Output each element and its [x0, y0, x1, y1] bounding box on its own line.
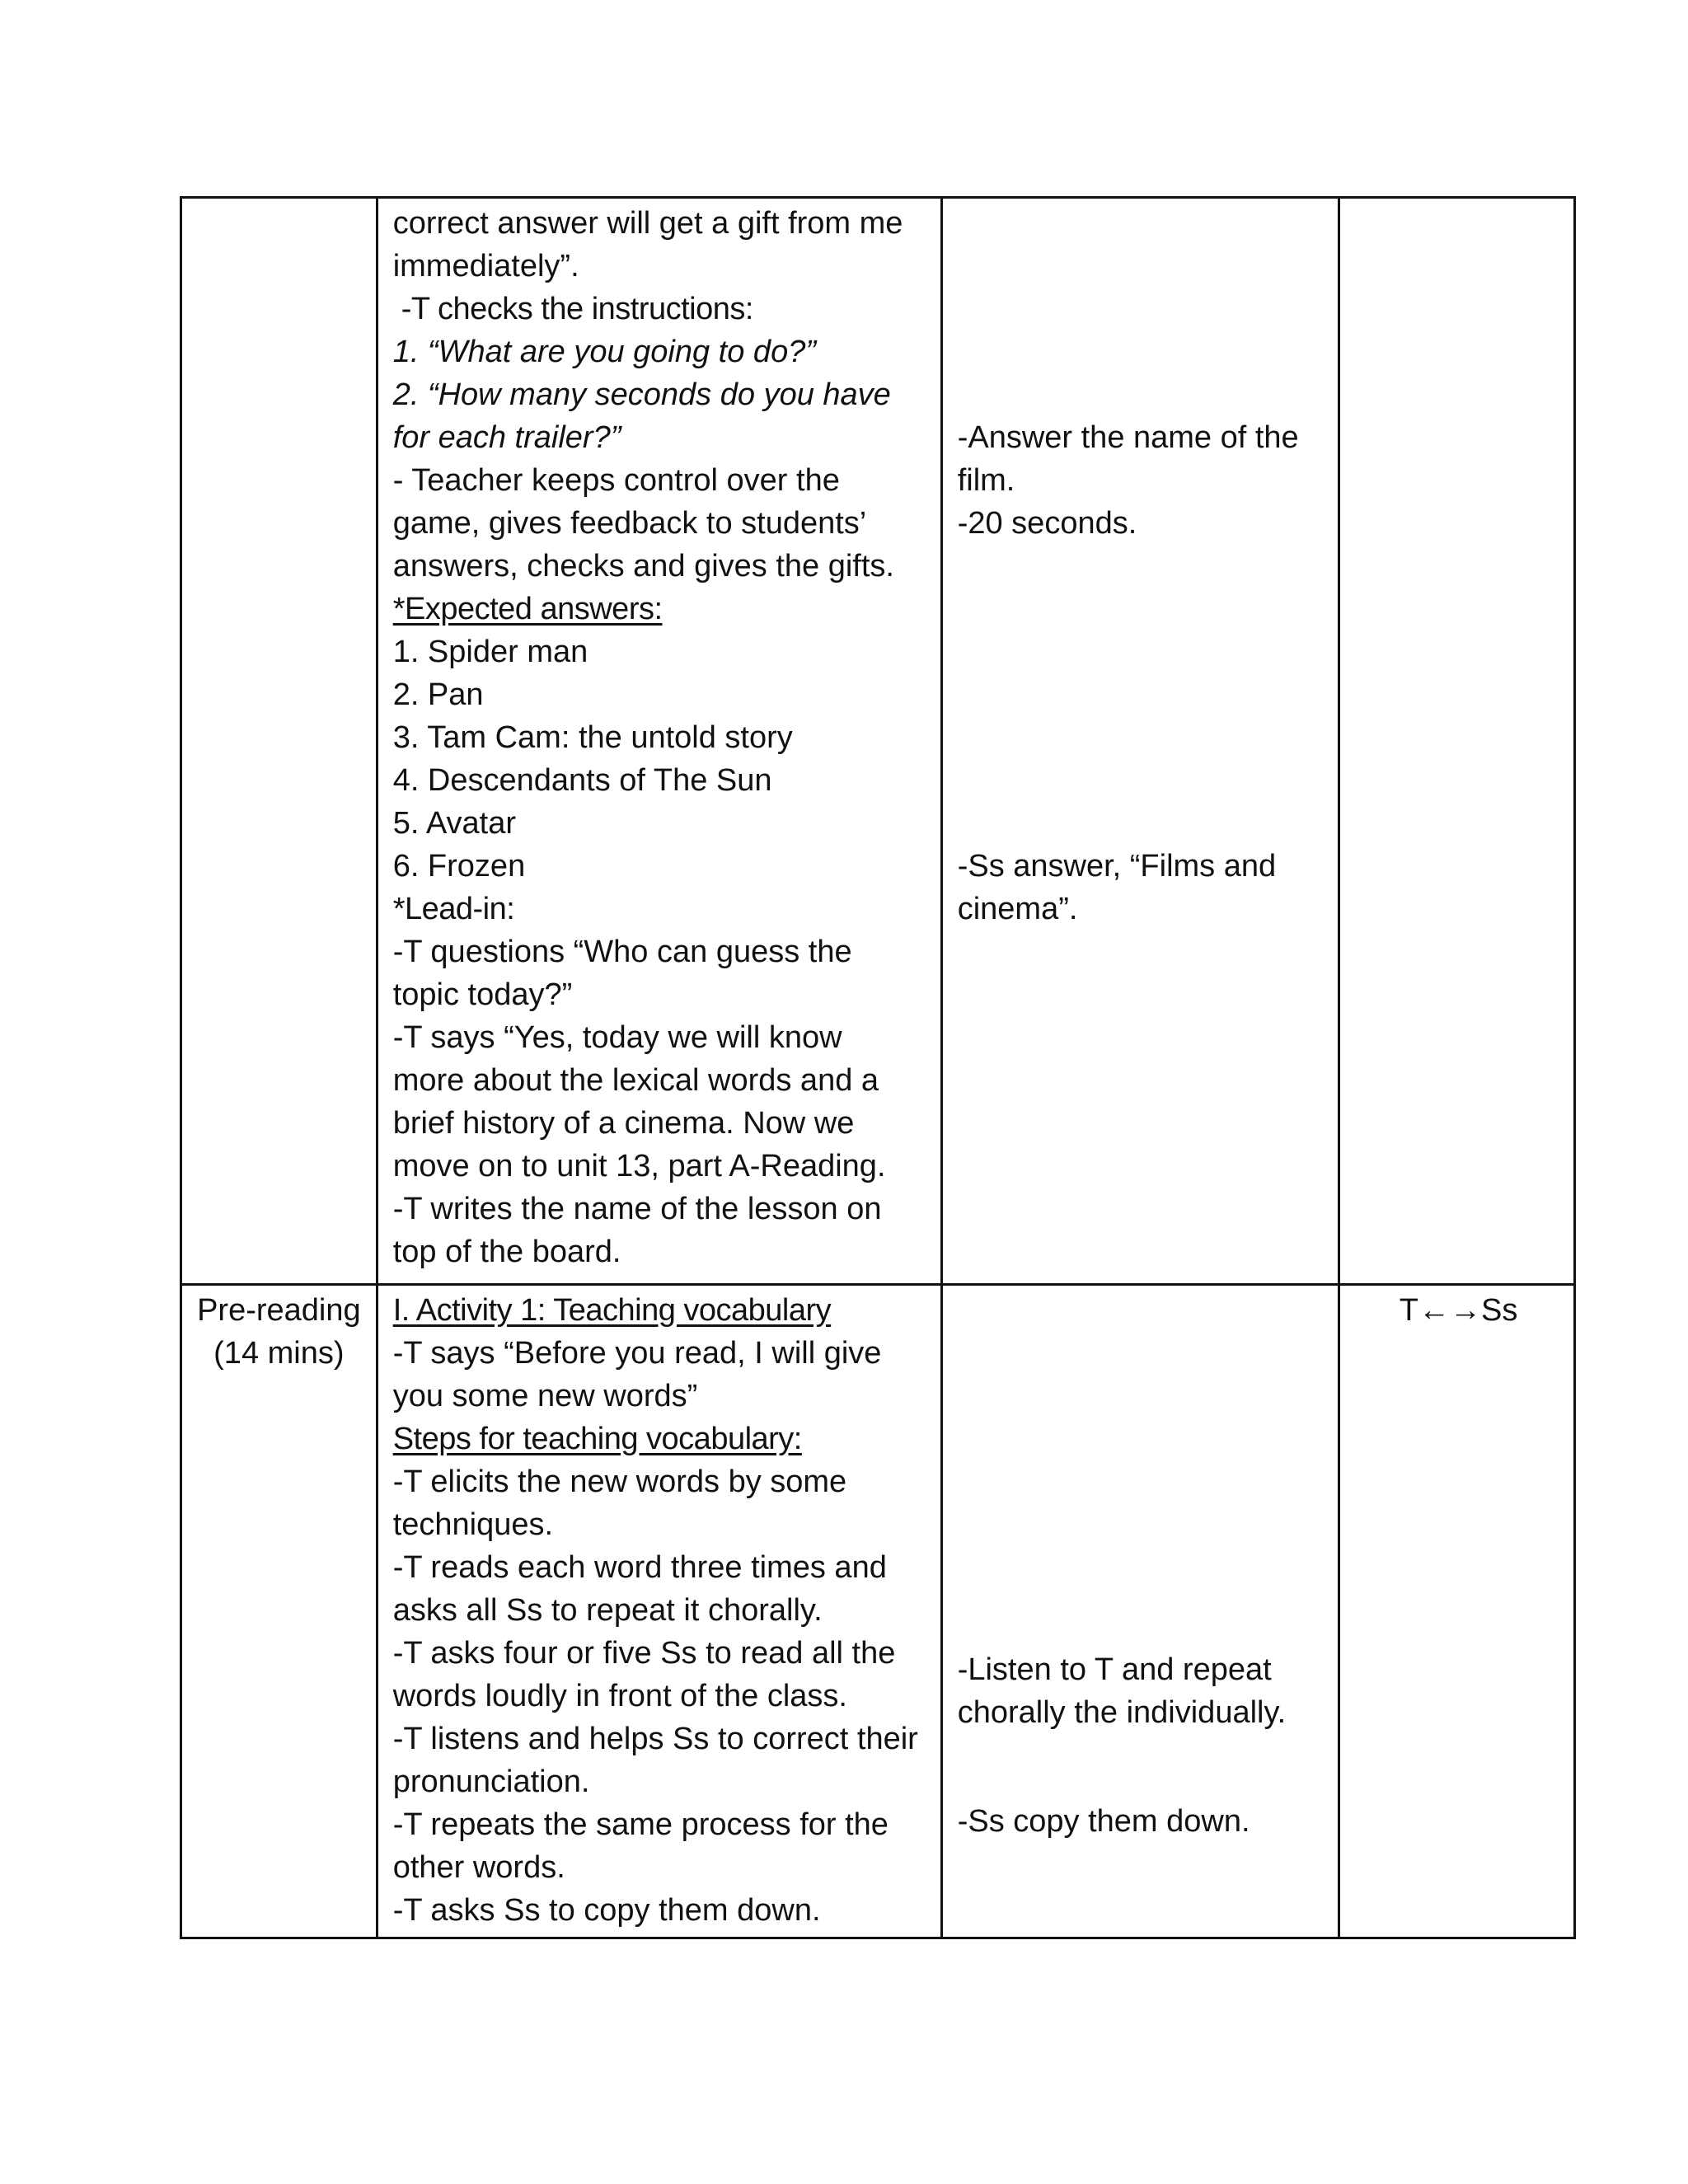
student-answer-block — [958, 1800, 1326, 1843]
text-line: top of the board. — [392, 1235, 621, 1269]
stage-cell — [181, 1285, 377, 1938]
text-line: 2. “How many seconds do you have — [392, 377, 891, 412]
text-line: brief history of a cinema. Now we — [392, 1106, 855, 1141]
text-line: -Listen to T and repeat — [957, 1652, 1272, 1687]
text-line: 1. Spider man — [392, 635, 588, 669]
text-line: -20 seconds. — [957, 506, 1137, 541]
text-line: cinema”. — [957, 892, 1078, 926]
text-line: -T says “Before you read, I will give — [392, 1336, 882, 1371]
text-line: answers, checks and gives the gifts. — [392, 549, 894, 583]
text-line: -T elicits the new words by some — [392, 1465, 847, 1499]
stage-cell — [181, 198, 377, 1285]
text-line: game, gives feedback to students’ — [392, 506, 867, 541]
teacher-lines — [393, 1289, 929, 1932]
stage-duration: (14 mins) — [213, 1336, 345, 1371]
section-heading: *Expected answers: — [392, 592, 663, 626]
section-heading: -T checks the instructions: — [392, 292, 753, 326]
text-line: 3. Tam Cam: the untold story — [392, 720, 793, 755]
stage-name: Pre-reading — [197, 1293, 361, 1328]
interaction-cell — [1339, 1285, 1575, 1938]
text-line: for each trailer?” — [392, 420, 621, 455]
text-line: -T writes the name of the lesson on — [392, 1192, 882, 1226]
section-heading: Steps for teaching vocabulary: — [392, 1422, 802, 1456]
student-answer-block — [958, 1648, 1326, 1734]
text-line: -T asks four or five Ss to read all the — [392, 1636, 896, 1671]
text-line: -T reads each word three times and — [392, 1550, 887, 1585]
text-line: more about the lexical words and a — [392, 1063, 879, 1098]
interaction-pattern: T←→Ss — [1399, 1293, 1518, 1328]
text-line: 2. Pan — [392, 677, 484, 712]
text-line: -Ss answer, “Films and — [957, 849, 1277, 883]
text-line: words loudly in front of the class. — [392, 1679, 847, 1713]
teacher-lines — [393, 202, 929, 1273]
section-heading: *Lead-in: — [392, 892, 515, 926]
student-answer-block — [958, 416, 1326, 545]
text-line: you some new words” — [392, 1379, 698, 1413]
student-activities-cell — [941, 198, 1339, 1285]
text-line: -Answer the name of the — [957, 420, 1299, 455]
text-line: immediately”. — [392, 249, 579, 284]
text-line: 6. Frozen — [392, 849, 526, 883]
text-line: film. — [957, 463, 1015, 498]
student-answer-block — [958, 845, 1326, 930]
table-row — [181, 1285, 1575, 1938]
text-line: topic today?” — [392, 977, 573, 1012]
text-line: -T asks Ss to copy them down. — [392, 1893, 821, 1928]
text-line: asks all Ss to repeat it chorally. — [392, 1593, 823, 1628]
teacher-activities-cell — [377, 1285, 941, 1938]
text-line: -T repeats the same process for the — [392, 1807, 889, 1842]
text-line: 5. Avatar — [392, 806, 516, 841]
text-line: move on to unit 13, part A-Reading. — [392, 1149, 886, 1183]
student-activities-cell — [941, 1285, 1339, 1938]
interaction-cell — [1339, 198, 1575, 1285]
text-line: chorally the individually. — [957, 1695, 1287, 1730]
text-line: -T questions “Who can guess the — [392, 935, 852, 969]
teacher-activities-cell — [377, 198, 941, 1285]
text-line: 1. “What are you going to do?” — [392, 335, 816, 369]
table-row — [181, 198, 1575, 1285]
section-heading: I. Activity 1: Teaching vocabulary — [392, 1293, 832, 1328]
text-line: techniques. — [392, 1507, 554, 1542]
text-line: correct answer will get a gift from me — [392, 206, 903, 241]
text-line: - Teacher keeps control over the — [392, 463, 840, 498]
text-line: other words. — [392, 1850, 565, 1885]
text-line: -Ss copy them down. — [957, 1804, 1250, 1839]
text-line: 4. Descendants of The Sun — [392, 763, 772, 798]
text-line: pronunciation. — [392, 1765, 590, 1799]
text-line: -T says “Yes, today we will know — [392, 1020, 842, 1055]
lesson-plan-table — [180, 196, 1576, 1939]
text-line: -T listens and helps Ss to correct their — [392, 1722, 918, 1756]
